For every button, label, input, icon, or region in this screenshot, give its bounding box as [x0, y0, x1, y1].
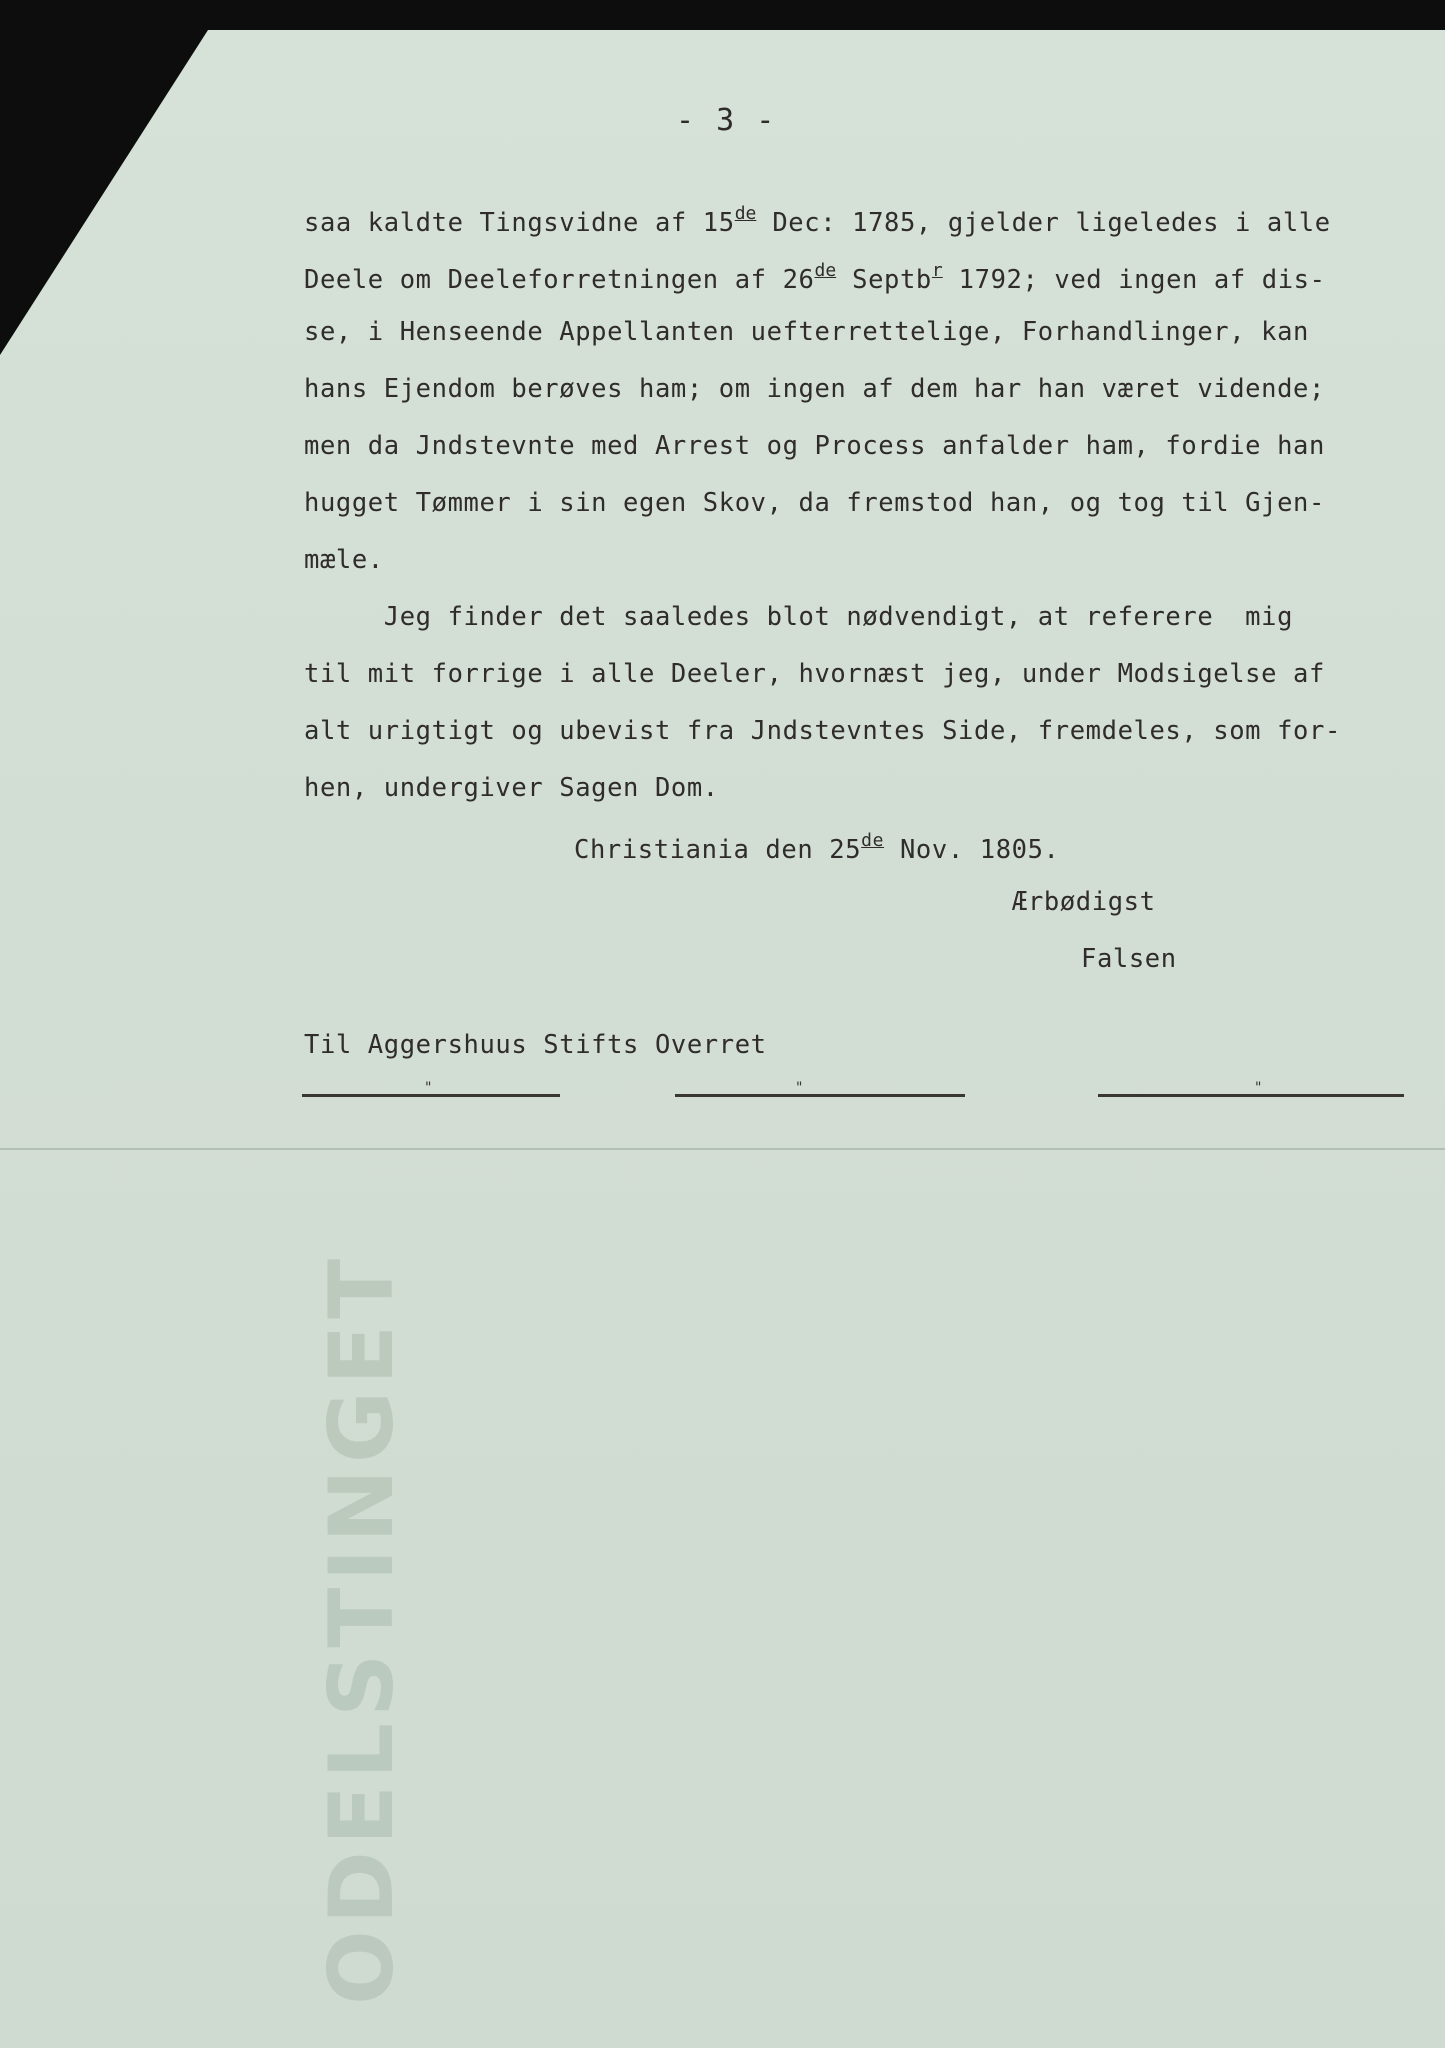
text-line-9: til mit forrige i alle Deeler, hvornæst jeg, under Modsigelse af	[304, 659, 1325, 689]
separator-rule-middle: "	[675, 1094, 965, 1097]
watermark-stamp: ODELSTINGET	[310, 1252, 413, 2005]
text-line-5: men da Jndstevnte med Arrest og Process anfalder ham, fordie han	[304, 431, 1325, 461]
page-number: - 3 -	[676, 103, 777, 138]
dateline: Christiania den 25de Nov. 1805.	[574, 830, 1060, 865]
text-line-1: saa kaldte Tingsvidne af 15de Dec: 1785, gjelder ligeledes i alle	[304, 203, 1331, 238]
addressee: Til Aggershuus Stifts Overret	[304, 1030, 767, 1060]
text-line-3: se, i Henseende Appellanten uefterrettelige, Forhandlinger, kan	[304, 317, 1309, 347]
text-line-4: hans Ejendom berøves ham; om ingen af dem har han været vidende;	[304, 374, 1325, 404]
text-line-8: Jeg finder det saaledes blot nødvendigt, at referere mig	[304, 602, 1294, 632]
separator-rule-right: "	[1098, 1094, 1404, 1097]
closing-salutation: Ærbødigst	[1012, 887, 1156, 917]
signature-name: Falsen	[1081, 944, 1177, 974]
text-line-6: hugget Tømmer i sin egen Skov, da fremstod han, og tog til Gjen-	[304, 488, 1325, 518]
text-line-11: hen, undergiver Sagen Dom.	[304, 773, 719, 803]
page-fold	[0, 1148, 1445, 1150]
text-line-7: mæle.	[304, 545, 384, 575]
text-line-2: Deele om Deeleforretningen af 26de Septb$^r$ 1792; ved ingen af dis-	[304, 260, 1326, 295]
text-line-10: alt urigtigt og ubevist fra Jndstevntes Side, fremdeles, som for-	[304, 716, 1341, 746]
separator-rule-left: "	[302, 1094, 560, 1097]
